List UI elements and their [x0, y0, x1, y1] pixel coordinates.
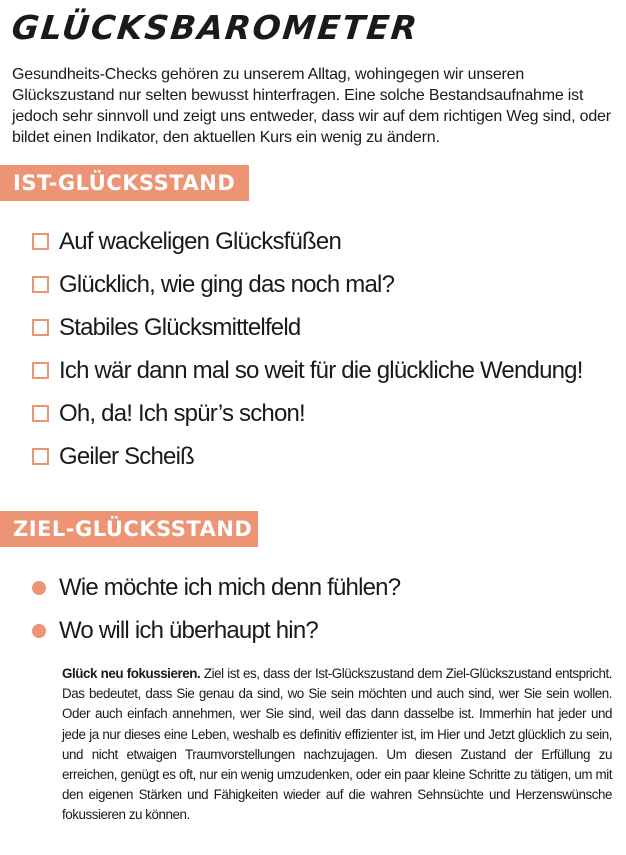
checklist-item[interactable] [32, 435, 583, 478]
checkbox-icon[interactable] [32, 319, 49, 336]
question-text: Wie möchte ich mich denn fühlen? [59, 573, 401, 601]
ziel-section-heading: ZIEL-GLÜCKSSTAND [0, 511, 258, 547]
checklist-item[interactable] [32, 306, 583, 349]
bullet-dot-icon [32, 581, 46, 595]
bullet-dot-icon [32, 624, 46, 638]
intro-paragraph: Gesundheits-Checks gehören zu unserem Alltag, wohingegen wir unseren Glückszustand nur selten bewusst hinterfragen. Eine solche Bestandsaufnahme ist jedoch sehr sinnvoll und zeigt uns entweder, dass wir auf dem richtigen Weg sind, oder bildet einen Indikator, den aktuellen Kurs ein wenig zu ändern. [12, 66, 611, 146]
checklist-item[interactable] [32, 263, 583, 306]
checkbox-icon[interactable] [32, 233, 49, 250]
checklist-item[interactable] [32, 392, 583, 435]
checkbox-icon[interactable] [32, 276, 49, 293]
checklist-item-label: Auf wackeligen Glücksfüßen [59, 227, 342, 255]
body-text: Ziel ist es, dass der Ist-Glückszustand dem Ziel-Glückszustand entspricht. Das bedeutet, dass Sie genau da sind, wo Sie sein möchten und auch sind, wer Sie sein wollen. Oder auch einfach annehmen, wer Sie sind, weil das dann dasselbe ist. Immerhin hat jeder und jede ja nur dieses eine Leben, weshalb es definitiv effizienter ist, im Hier und Jetzt glücklich zu sein, und nicht etwaigen Traumvorstellungen nachzujagen. Um diesen Zustand der Erfüllung zu erreichen, genügt es oft, nur ein wenig umzudenken, oder ein paar kleine Schritte zu tätigen, um mit den eigenen Stärken und Fähigkeiten wieder auf die wahren Sehnsüchte und Herzenswünsche fokussieren zu können. [62, 666, 612, 823]
checklist-item-label: Geiler Scheiß [59, 442, 194, 470]
ziel-question-list [32, 566, 400, 652]
checklist-item-label: Oh, da! Ich spür’s schon! [59, 399, 305, 427]
list-item [32, 609, 400, 652]
ist-section-heading: IST-GLÜCKSSTAND [0, 165, 249, 201]
checklist-item[interactable] [32, 349, 583, 392]
checklist-item-label: Stabiles Glücksmittelfeld [59, 313, 301, 341]
checklist-item[interactable] [32, 220, 583, 263]
checkbox-icon[interactable] [32, 362, 49, 379]
list-item [32, 566, 400, 609]
checklist-item-label: Glücklich, wie ging das noch mal? [59, 270, 395, 298]
checkbox-icon[interactable] [32, 405, 49, 422]
ist-checklist [32, 220, 583, 478]
checklist-item-label: Ich wär dann mal so weit für die glückliche Wendung! [59, 356, 583, 384]
question-text: Wo will ich überhaupt hin? [59, 616, 318, 644]
body-lead: Glück neu fokussieren. [62, 666, 201, 681]
body-paragraph [62, 664, 612, 826]
page-title: GLÜCKSBAROMETER [9, 8, 421, 47]
checkbox-icon[interactable] [32, 448, 49, 465]
